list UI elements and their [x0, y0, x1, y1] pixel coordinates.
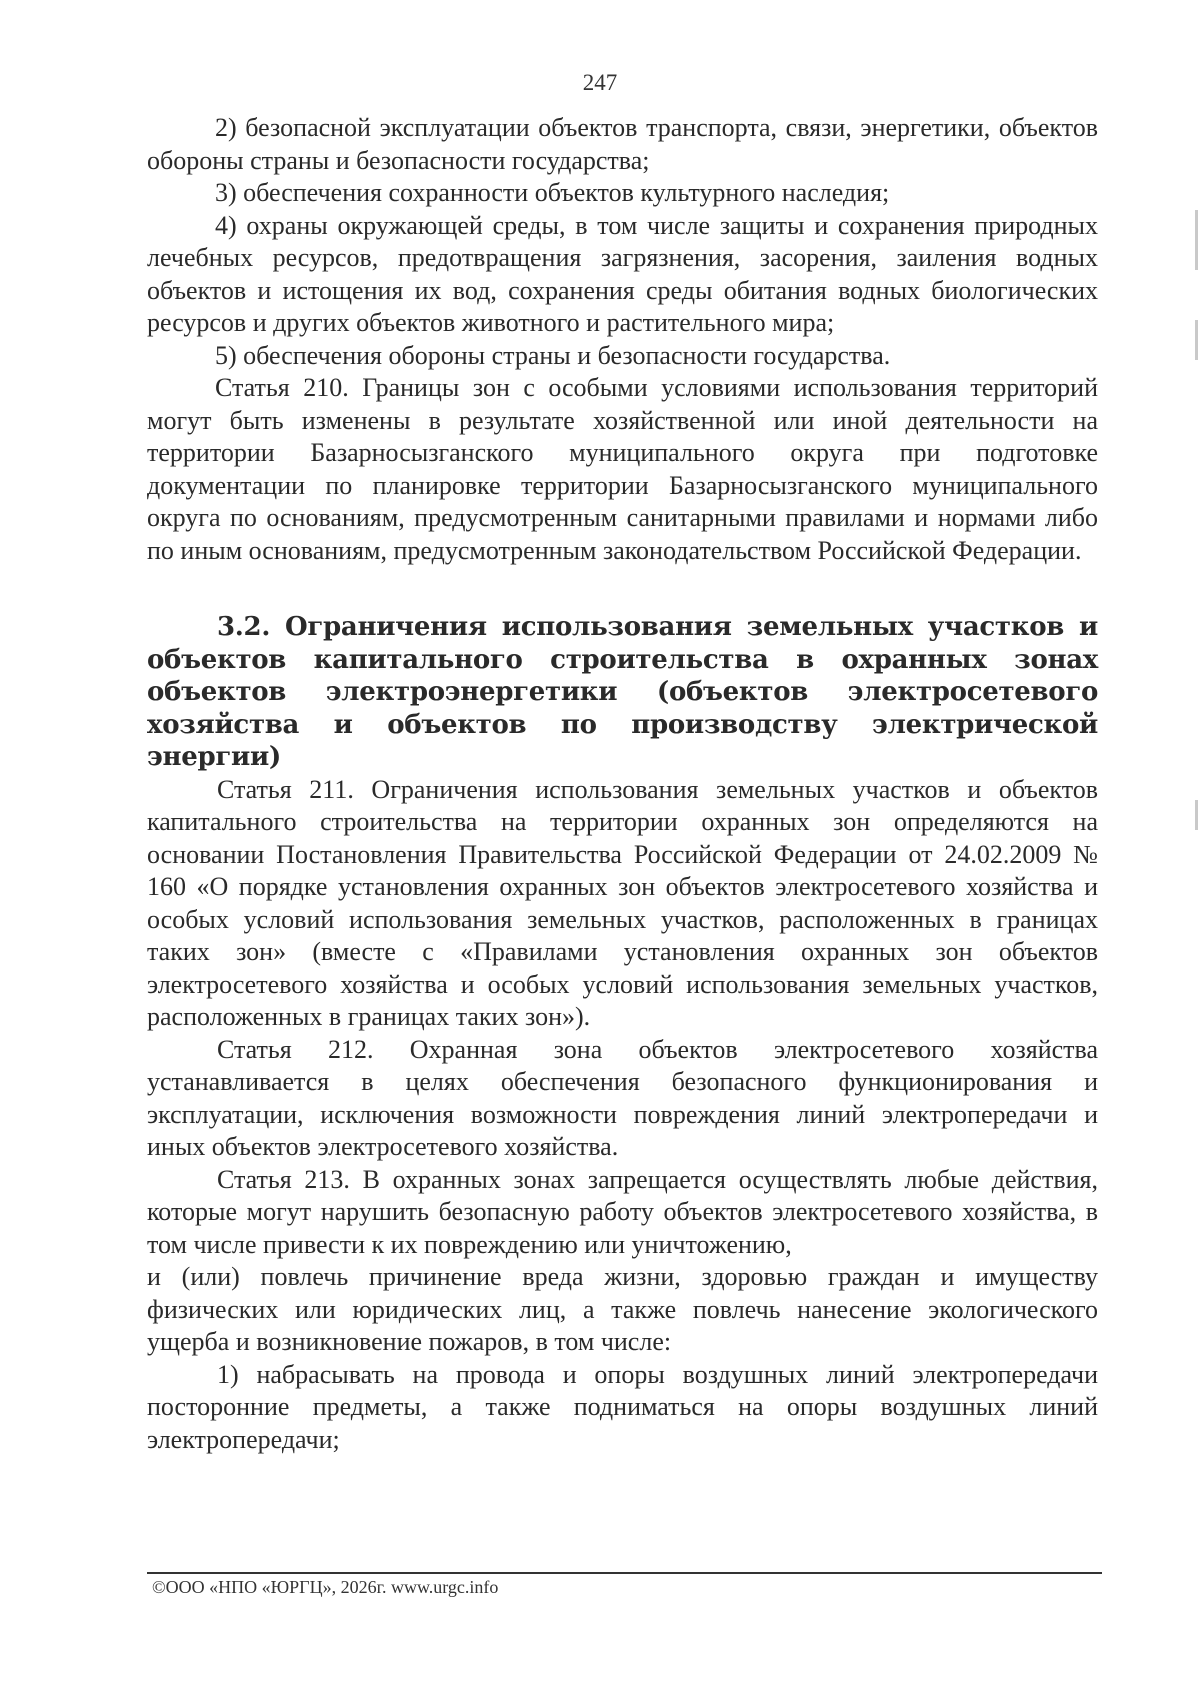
footer-copyright: ©ООО «НПО «ЮРГЦ», 2026г. www.urgc.info [152, 1577, 499, 1597]
article-211: Статья 211. Ограничения использования земельных участков и объектов капитального строительства на территории охранных зон определяются на основании Постановления Правительства Российской Федерации от 24.02.2009 № 160 «О порядке установления охранных зон объектов электросетевого хозяйства и особых условий использования земельных участков, расположенных в границах таких зон» (вместе с «Правилами установления охранных зон объектов электросетевого хозяйства и особых условий использования земельных участков, расположенных в границах таких зон»). [147, 774, 1098, 1031]
scan-edge-mark [1195, 320, 1198, 360]
article-210: Статья 210. Границы зон с особыми условиями использования территорий могут быть изменены в результате хозяйственной или иной деятельности на территории Базарносызганского муниципального округа при подготовке документации по планировке территории Базарносызганского муниципального округа по основаниям, предусмотренным санитарными правилами и нормами либо по иным основаниям, предусмотренным законодательством Российской Федерации. [147, 373, 1098, 565]
footer-rule [147, 1572, 1102, 1574]
scan-edge-mark [1195, 210, 1198, 270]
article-212: Статья 212. Охранная зона объектов электросетевого хозяйства устанавливается в целях обеспечения безопасного функционирования и эксплуатации, исключения возможности повреждения линий электропередачи и иных объектов электросетевого хозяйства. [147, 1034, 1098, 1161]
scan-edge-mark [1195, 800, 1198, 830]
list-item-1: 1) набрасывать на провода и опоры воздушных линий электропередачи посторонние предметы, а также подниматься на опоры воздушных линий электропередачи; [147, 1359, 1098, 1454]
article-213: Статья 213. В охранных зонах запрещается осуществлять любые действия, которые могут нарушить безопасную работу объектов электросетевого хозяйства, в том числе привести к их повреждению или уничтожению, [147, 1164, 1098, 1259]
list-item-4: 4) охраны окружающей среды, в том числе защиты и сохранения природных лечебных ресурсов, предотвращения загрязнения, засорения, заиления водных объектов и истощения их вод, сохранения среды обитания водных биологических ресурсов и других объектов животного и растительного мира; [147, 210, 1098, 337]
list-item-3: 3) обеспечения сохранности объектов культурного наследия; [215, 178, 890, 207]
list-item-2: 2) безопасной эксплуатации объектов транспорта, связи, энергетики, объектов обороны страны и безопасности государства; [147, 113, 1098, 175]
section-heading: 3.2. Ограничения использования земельных участков и объектов капитального строительства в охранных зонах объектов электроэнергетики (объектов электросетевого хозяйства и объектов по производству электрической энергии) [147, 612, 1098, 772]
document-body [147, 112, 1098, 1456]
section-spacer [147, 567, 1098, 611]
list-item-5: 5) обеспечения обороны страны и безопасности государства. [215, 340, 891, 370]
page-number: 247 [582, 70, 618, 95]
article-213-continuation: и (или) повлечь причинение вреда жизни, здоровью граждан и имуществу физических или юридических лиц, а также повлечь нанесение экологического ущерба и возникновение пожаров, в том числе: [147, 1262, 1098, 1356]
